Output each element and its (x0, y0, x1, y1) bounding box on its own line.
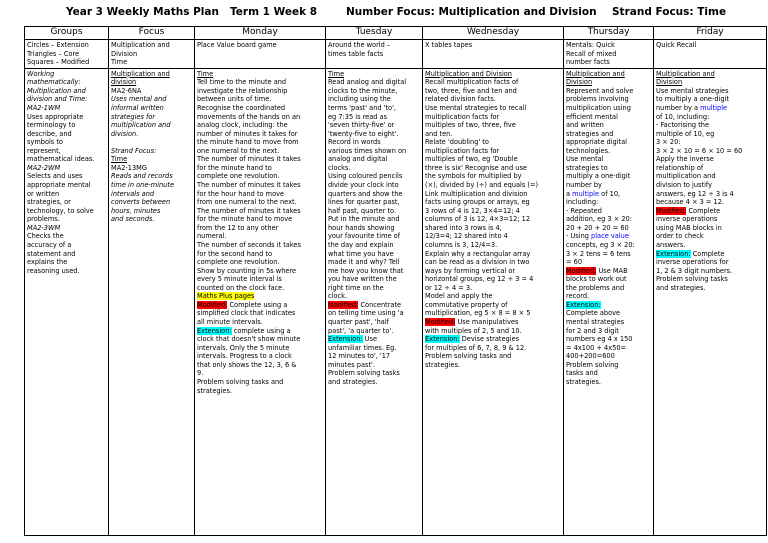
lesson-row (25, 68, 767, 535)
lesson-body: Tell time to the minute and investigate the relationship between units of time. Recognise the coordinated movements of the hands on an analog clock, including: the number of minutes it takes for the minute hand to move from one numeral to the next. The number of minutes it takes for the minute hand to complete one revolution. The number of minutes it takes for the hour hand to move from one numeral to the next. The number of minutes it takes for the minute hand to move from the 12 to any other numeral. The number of seconds it takes for the second hand to complete one revolution. Show by counting in 5s where every 5 minute interval is counted on the clock face. (197, 78, 301, 292)
modified-text: Use manipulatives with multiples of 2, 5 and 10. (425, 318, 522, 335)
modified-label: Modified: (197, 300, 228, 309)
page-header (0, 2, 768, 26)
groups-cell (25, 40, 109, 69)
extension-label: Extension: (566, 300, 601, 309)
focus-text: Uses mental and informal written strategies for multiplication and division. (111, 95, 171, 138)
outcome-text: Uses appropriate terminology to describe, and symbols to represent, mathematical ideas. (27, 112, 95, 164)
outcome-code: MA2-1WM (27, 103, 61, 112)
modified-text: Concentrate on telling time using 'a quarter past', 'half past', 'a quarter to'. (328, 300, 404, 335)
outcome-code: MA2-3WM (27, 223, 61, 232)
modified-label: Modified: (656, 206, 687, 215)
wednesday-warmup (423, 40, 564, 69)
thursday-warmup (564, 40, 654, 69)
lesson-heading: Time (197, 69, 214, 78)
friday-warmup-text: Quick Recall (656, 41, 697, 49)
outcome-code: MA2-2WM (27, 163, 61, 172)
term-week: Term 1 Week 8 (230, 6, 318, 18)
modified-text: Use MAB blocks to work out the problems and record. (566, 266, 628, 301)
lesson-heading: Time (328, 69, 345, 78)
col-thursday: Thursday (564, 27, 654, 40)
lesson-body: concepts, eg 3 × 20: 3 × 2 tens = 6 tens = 60 (566, 240, 635, 267)
focus-heading: Multiplication and division (111, 69, 170, 87)
extension-label: Extension: (425, 335, 460, 344)
col-monday: Monday (195, 27, 326, 40)
monday-warmup-text: Place Value board game (197, 41, 277, 49)
plan-title: Year 3 Weekly Maths Plan (66, 6, 219, 18)
tuesday-warmup (326, 40, 423, 69)
lesson-body: Use mental strategies to multiply a one-digit number by a (656, 86, 729, 112)
lesson-body: Recall multiplication facts of two, three, five and ten and related division facts. Use mental strategies to recall multiplication facts for multiples of two, three, five and ten. Relate 'doubling' to multiplication facts for multiples of two, eg 'Double three is six' Recognise and use the symbols for multiplied by (×), divided by (÷) and equals (=) Link multiplication and division facts using groups or arrays, eg 3 rows of 4 is 12, 3×4=12; 4 columns of 3 is 12, 4×3=12; 12 shared into 3 rows is 4, 12/3=4; 12 shared into 4 columns is 3, 12/4=3. Explain why a rectangular array can be read as a division in two ways by forming vertical or horizontal groups, eg 12 ÷ 3 = 4 or 12 ÷ 4 = 3. Model and apply the commutative property of multiplication, eg 5 × 8 = 8 × 5 (425, 78, 539, 318)
wednesday-warmup-text: X tables tapes (425, 41, 473, 49)
lesson-body: of 10, including: - Factorising the multiple of 10, eg 3 × 20: 3 × 2 × 10 = 6 × 10 = 60 Apply the inverse relationship of multiplication and division to justify answers, eg 12 ÷ 3 is 4 because 4 × 3 = 12. (656, 112, 743, 207)
friday-warmup (654, 40, 767, 69)
focus-cell (109, 40, 195, 69)
modified-label: Modified: (328, 300, 359, 309)
col-focus: Focus (109, 27, 195, 40)
warmup-row (25, 40, 767, 69)
col-tuesday: Tuesday (326, 27, 423, 40)
tuesday-warmup-text: Around the world – times table facts (328, 41, 391, 58)
focus-code: MA2-13MG (111, 163, 147, 172)
number-focus: Number Focus: Multiplication and Division (346, 6, 597, 18)
modified-text: Complete inverse operations using MAB blocks in order to check answers. (656, 206, 722, 249)
modified-label: Modified: (566, 266, 597, 275)
monday-lesson (195, 68, 326, 535)
tuesday-lesson (326, 68, 423, 535)
monday-warmup (195, 40, 326, 69)
md-heading: Multiplication and division and Time: (27, 86, 88, 104)
multiple-link: multiple (700, 103, 728, 112)
groups-outcomes (25, 68, 109, 535)
extension-text: Complete inverse operations for 1, 2 & 3 digit numbers. Problem solving tasks and strategies. (656, 249, 733, 292)
focus-heading: Time (111, 155, 128, 164)
lesson-body: Read analog and digital clocks to the minute, including using the terms 'past' and 'to', eg 7:35 is read as 'seven thirty-five' or 'twenty-five to eight'. Record in words various times shown on analog and digital clocks. Using coloured pencils divide your clock into quarters and show the lines for quarter past, half past, quarter to. Put in the minute and hour hands showing your favourite time of the day and explain what time you have made it and why? Tell me how you know that you have written the right time on the clock. (328, 78, 407, 301)
lesson-heading: Multiplication and Division (566, 69, 625, 87)
place-value-link: place value (591, 232, 629, 241)
groups-text: Circles – Extension Triangles – Core Squares – Modified (27, 41, 90, 67)
lesson-body: of 10, including: - Repeated addition, eg 3 × 20: 20 + 20 + 20 = 60 - Using (566, 189, 632, 241)
focus-text: Reads and records time in one-minute intervals and converts between hours, minutes and seconds. (111, 172, 175, 224)
extension-label: Extension: (328, 335, 363, 344)
lesson-heading: Multiplication and Division (656, 69, 715, 87)
thursday-warmup-text: Mentals: Quick Recall of mixed number facts (566, 41, 617, 67)
friday-lesson (654, 68, 767, 535)
extension-text: complete using a clock that doesn't show minute intervals. Only the 5 minute intervals. Progress to a clock that only shows the 12, 3, 6 & 9. Problem solving tasks and strategies. (197, 326, 301, 395)
extension-text: Use unfamiliar times. Eg. 12 minutes to', '17 minutes past'. Problem solving tasks and strategies. (328, 335, 400, 386)
maths-plus-highlight: Maths Plus pages (197, 292, 255, 301)
col-wednesday: Wednesday (423, 27, 564, 40)
modified-text: Complete using a simplified clock that indicates all minute intervals. (197, 300, 296, 326)
thursday-lesson (564, 68, 654, 535)
col-friday: Friday (654, 27, 767, 40)
wednesday-lesson (423, 68, 564, 535)
header-row (25, 27, 767, 40)
extension-label: Extension: (656, 249, 691, 258)
outcome-text: Selects and uses appropriate mental or written strategies, or technology, to solve problems. (27, 172, 94, 224)
extension-label: Extension: (197, 326, 232, 335)
weekly-plan-table (24, 26, 767, 536)
strand-label: Strand Focus: (111, 146, 157, 155)
col-groups: Groups (25, 27, 109, 40)
outcome-text: Checks the accuracy of a statement and explains the reasoning used. (27, 232, 80, 275)
focus-code: MA2-6NA (111, 86, 142, 95)
lesson-heading: Multiplication and Division (425, 69, 512, 78)
lesson-body: Represent and solve problems involving multiplication using efficient mental and written strategies and appropriate digital technologies. Use mental strategies to multiply a one-digit number by a (566, 86, 634, 198)
multiple-link: multiple (572, 189, 600, 198)
wm-heading: Working mathematically: (27, 69, 81, 87)
extension-text: Devise strategies for multiples of 6, 7, 8, 9 & 12. Problem solving tasks and strategies. (425, 335, 527, 369)
focus-text: Multiplication and Division Time (111, 41, 170, 67)
modified-label: Modified: (425, 318, 456, 326)
extension-text: Complete above mental strategies for 2 and 3 digit numbers eg 4 x 150 = 4x100 + 4x50= 400+200=600 Problem solving tasks and strategies. (566, 309, 633, 386)
focus-outcomes (109, 68, 195, 535)
strand-focus: Strand Focus: Time (612, 6, 727, 18)
